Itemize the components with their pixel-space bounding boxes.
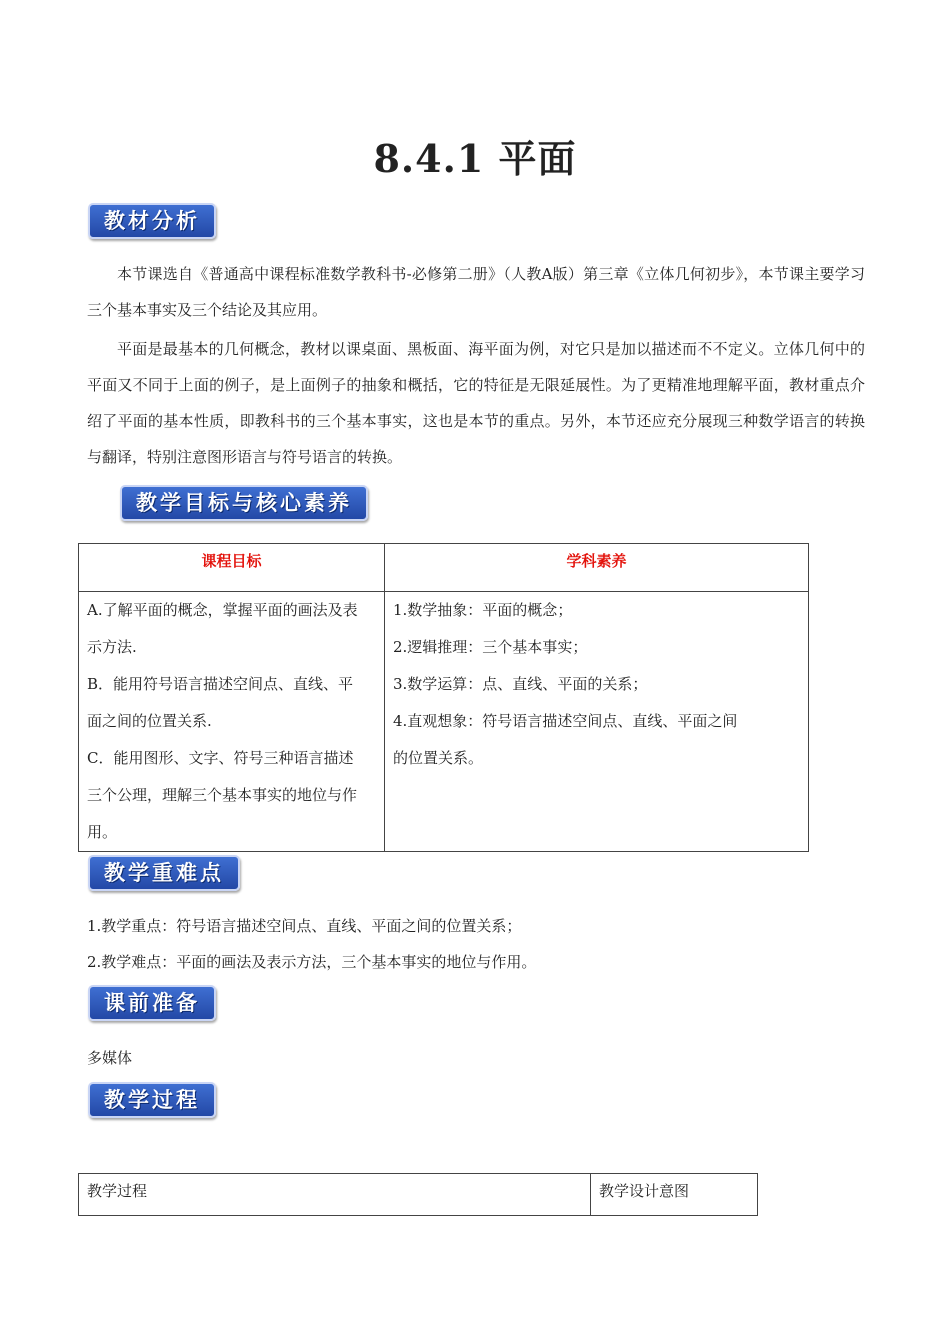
literacy-line: 2.逻辑推理：三个基本事实； (393, 638, 588, 656)
prep-text: 多媒体 (87, 1049, 133, 1067)
goals-header-course: 课程目标 (79, 544, 385, 592)
literacy-line: 4.直观想象：符号语言描述空间点、直线、平面之间 (393, 712, 738, 730)
difficulty-item-1: 1.教学重点：符号语言描述空间点、直线、平面之间的位置关系； (87, 917, 522, 935)
section-badge-process: 教学过程 (88, 1082, 216, 1118)
course-goal-line: A.了解平面的概念，掌握平面的画法及表 (87, 601, 358, 619)
process-header-steps: 教学过程 (79, 1174, 591, 1216)
goals-table-header-row (79, 544, 809, 592)
course-goal-line: 面之间的位置关系. (87, 712, 212, 730)
section-badge-prep: 课前准备 (88, 985, 216, 1021)
course-goal-line: B．能用符号语言描述空间点、直线、平 (87, 675, 354, 693)
course-goal-line: 用。 (87, 823, 118, 841)
course-goal-line: 示方法. (87, 638, 137, 656)
literacy-line: 的位置关系。 (393, 749, 484, 767)
analysis-paragraph-1: 本节课选自《普通高中课程标准数学教科书-必修第二册》（人教A版）第三章《立体几何初步》，本节课主要学习三个基本事实及三个结论及其应用。 (87, 265, 865, 319)
section-badge-goals: 教学目标与核心素养 (120, 485, 368, 521)
goals-table-body-row (79, 592, 809, 852)
process-table-header-row (79, 1174, 758, 1216)
literacy-cell (385, 592, 809, 852)
section-badge-analysis: 教材分析 (88, 203, 216, 239)
analysis-paragraph-2: 平面是最基本的几何概念，教材以课桌面、黑板面、海平面为例，对它只是加以描述而不不定义。立体几何中的平面又不同于上面的例子，是上面例子的抽象和概括，它的特征是无限延展性。为了更精准地理解平面，教材重点介绍了平面的基本性质，即教科书的三个基本事实，这也是本节的重点。另外，本节还应充分展现三种数学语言的转换与翻译，特别注意图形语言与符号语言的转换。 (87, 340, 865, 466)
goals-header-literacy: 学科素养 (385, 544, 809, 592)
literacy-line: 3.数学运算：点、直线、平面的关系； (393, 675, 648, 693)
course-goals-cell (79, 592, 385, 852)
goals-table (78, 543, 809, 852)
page-title: 8.4.1 平面 (373, 136, 577, 181)
section-badge-difficulty: 教学重难点 (88, 855, 240, 891)
difficulty-item-2: 2.教学难点：平面的画法及表示方法，三个基本事实的地位与作用。 (87, 953, 537, 971)
process-table (78, 1173, 758, 1216)
course-goal-line: 三个公理，理解三个基本事实的地位与作 (87, 786, 358, 804)
literacy-line: 1.数学抽象：平面的概念； (393, 601, 573, 619)
process-header-intent: 教学设计意图 (591, 1174, 758, 1216)
course-goal-line: C．能用图形、文字、符号三种语言描述 (87, 749, 354, 767)
